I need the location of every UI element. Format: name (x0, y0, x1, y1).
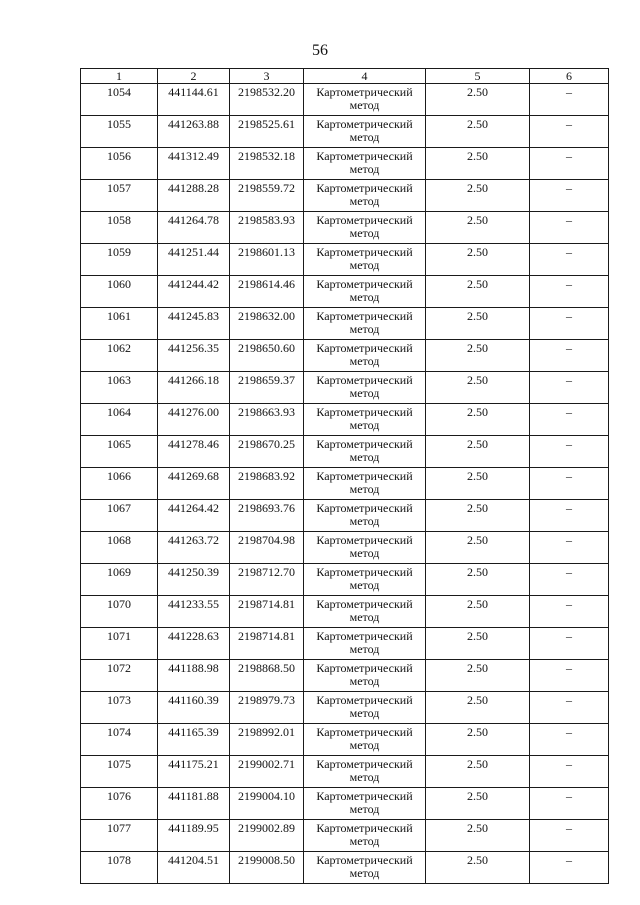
x-coordinate-cell: 441256.35 (158, 340, 230, 372)
note-cell: – (530, 500, 609, 532)
table-row (81, 404, 609, 436)
note-cell: – (530, 756, 609, 788)
x-coordinate-cell: 441181.88 (158, 788, 230, 820)
note-cell: – (530, 276, 609, 308)
point-number-cell: 1066 (81, 468, 158, 500)
table-header (81, 69, 609, 84)
point-number-cell: 1071 (81, 628, 158, 660)
point-number-cell: 1075 (81, 756, 158, 788)
point-number-cell: 1067 (81, 500, 158, 532)
table-row (81, 468, 609, 500)
accuracy-cell: 2.50 (426, 788, 530, 820)
y-coordinate-cell: 2199008.50 (230, 852, 304, 884)
note-cell: – (530, 212, 609, 244)
point-number-cell: 1074 (81, 724, 158, 756)
y-coordinate-cell: 2198979.73 (230, 692, 304, 724)
note-cell: – (530, 404, 609, 436)
column-header: 1 (81, 69, 158, 84)
point-number-cell: 1076 (81, 788, 158, 820)
table-row (81, 436, 609, 468)
point-number-cell: 1059 (81, 244, 158, 276)
note-cell: – (530, 724, 609, 756)
note-cell: – (530, 852, 609, 884)
method-cell: Картометрический метод (304, 276, 426, 308)
point-number-cell: 1058 (81, 212, 158, 244)
table-row (81, 532, 609, 564)
accuracy-cell: 2.50 (426, 468, 530, 500)
accuracy-cell: 2.50 (426, 276, 530, 308)
note-cell: – (530, 596, 609, 628)
note-cell: – (530, 148, 609, 180)
column-header: 3 (230, 69, 304, 84)
point-number-cell: 1065 (81, 436, 158, 468)
x-coordinate-cell: 441269.68 (158, 468, 230, 500)
note-cell: – (530, 532, 609, 564)
accuracy-cell: 2.50 (426, 692, 530, 724)
point-number-cell: 1063 (81, 372, 158, 404)
accuracy-cell: 2.50 (426, 564, 530, 596)
column-header: 4 (304, 69, 426, 84)
accuracy-cell: 2.50 (426, 532, 530, 564)
method-cell: Картометрический метод (304, 756, 426, 788)
y-coordinate-cell: 2199002.89 (230, 820, 304, 852)
y-coordinate-cell: 2198659.37 (230, 372, 304, 404)
point-number-cell: 1064 (81, 404, 158, 436)
table-row (81, 596, 609, 628)
x-coordinate-cell: 441263.88 (158, 116, 230, 148)
y-coordinate-cell: 2198532.18 (230, 148, 304, 180)
x-coordinate-cell: 441266.18 (158, 372, 230, 404)
accuracy-cell: 2.50 (426, 596, 530, 628)
method-cell: Картометрический метод (304, 372, 426, 404)
table-row (81, 500, 609, 532)
y-coordinate-cell: 2198868.50 (230, 660, 304, 692)
method-cell: Картометрический метод (304, 564, 426, 596)
point-number-cell: 1061 (81, 308, 158, 340)
table-row (81, 84, 609, 116)
x-coordinate-cell: 441233.55 (158, 596, 230, 628)
y-coordinate-cell: 2199002.71 (230, 756, 304, 788)
header-row (81, 69, 609, 84)
table-row (81, 212, 609, 244)
note-cell: – (530, 628, 609, 660)
accuracy-cell: 2.50 (426, 212, 530, 244)
table-row (81, 852, 609, 884)
note-cell: – (530, 340, 609, 372)
table-row (81, 660, 609, 692)
x-coordinate-cell: 441250.39 (158, 564, 230, 596)
method-cell: Картометрический метод (304, 596, 426, 628)
note-cell: – (530, 180, 609, 212)
y-coordinate-cell: 2198992.01 (230, 724, 304, 756)
accuracy-cell: 2.50 (426, 308, 530, 340)
table-body (81, 84, 609, 884)
y-coordinate-cell: 2198714.81 (230, 596, 304, 628)
table-row (81, 756, 609, 788)
accuracy-cell: 2.50 (426, 500, 530, 532)
method-cell: Картометрический метод (304, 308, 426, 340)
table-row (81, 244, 609, 276)
page-number: 56 (312, 42, 328, 59)
x-coordinate-cell: 441244.42 (158, 276, 230, 308)
table-row (81, 628, 609, 660)
note-cell: – (530, 564, 609, 596)
table-row (81, 564, 609, 596)
x-coordinate-cell: 441175.21 (158, 756, 230, 788)
x-coordinate-cell: 441245.83 (158, 308, 230, 340)
accuracy-cell: 2.50 (426, 724, 530, 756)
table-row (81, 788, 609, 820)
table-row (81, 180, 609, 212)
method-cell: Картометрический метод (304, 724, 426, 756)
x-coordinate-cell: 441288.28 (158, 180, 230, 212)
method-cell: Картометрический метод (304, 340, 426, 372)
note-cell: – (530, 372, 609, 404)
y-coordinate-cell: 2198693.76 (230, 500, 304, 532)
method-cell: Картометрический метод (304, 532, 426, 564)
accuracy-cell: 2.50 (426, 756, 530, 788)
method-cell: Картометрический метод (304, 468, 426, 500)
column-header: 5 (426, 69, 530, 84)
x-coordinate-cell: 441189.95 (158, 820, 230, 852)
table-row (81, 820, 609, 852)
table-row (81, 308, 609, 340)
y-coordinate-cell: 2198525.61 (230, 116, 304, 148)
table-row (81, 372, 609, 404)
table-row (81, 340, 609, 372)
y-coordinate-cell: 2198583.93 (230, 212, 304, 244)
method-cell: Картометрический метод (304, 436, 426, 468)
point-number-cell: 1072 (81, 660, 158, 692)
note-cell: – (530, 308, 609, 340)
point-number-cell: 1057 (81, 180, 158, 212)
note-cell: – (530, 436, 609, 468)
accuracy-cell: 2.50 (426, 84, 530, 116)
accuracy-cell: 2.50 (426, 660, 530, 692)
y-coordinate-cell: 2199004.10 (230, 788, 304, 820)
y-coordinate-cell: 2198632.00 (230, 308, 304, 340)
accuracy-cell: 2.50 (426, 628, 530, 660)
point-number-cell: 1060 (81, 276, 158, 308)
note-cell: – (530, 820, 609, 852)
table-row (81, 692, 609, 724)
method-cell: Картометрический метод (304, 116, 426, 148)
method-cell: Картометрический метод (304, 692, 426, 724)
method-cell: Картометрический метод (304, 212, 426, 244)
y-coordinate-cell: 2198559.72 (230, 180, 304, 212)
x-coordinate-cell: 441165.39 (158, 724, 230, 756)
column-header: 6 (530, 69, 609, 84)
column-header: 2 (158, 69, 230, 84)
x-coordinate-cell: 441144.61 (158, 84, 230, 116)
y-coordinate-cell: 2198650.60 (230, 340, 304, 372)
note-cell: – (530, 660, 609, 692)
x-coordinate-cell: 441278.46 (158, 436, 230, 468)
table-row (81, 276, 609, 308)
point-number-cell: 1077 (81, 820, 158, 852)
x-coordinate-cell: 441276.00 (158, 404, 230, 436)
method-cell: Картометрический метод (304, 820, 426, 852)
method-cell: Картометрический метод (304, 788, 426, 820)
point-number-cell: 1068 (81, 532, 158, 564)
accuracy-cell: 2.50 (426, 852, 530, 884)
method-cell: Картометрический метод (304, 628, 426, 660)
note-cell: – (530, 244, 609, 276)
method-cell: Картометрический метод (304, 660, 426, 692)
point-number-cell: 1078 (81, 852, 158, 884)
x-coordinate-cell: 441251.44 (158, 244, 230, 276)
accuracy-cell: 2.50 (426, 820, 530, 852)
method-cell: Картометрический метод (304, 404, 426, 436)
point-number-cell: 1056 (81, 148, 158, 180)
y-coordinate-cell: 2198704.98 (230, 532, 304, 564)
x-coordinate-cell: 441312.49 (158, 148, 230, 180)
point-number-cell: 1073 (81, 692, 158, 724)
method-cell: Картометрический метод (304, 180, 426, 212)
x-coordinate-cell: 441160.39 (158, 692, 230, 724)
table-row (81, 724, 609, 756)
y-coordinate-cell: 2198532.20 (230, 84, 304, 116)
y-coordinate-cell: 2198683.92 (230, 468, 304, 500)
note-cell: – (530, 116, 609, 148)
x-coordinate-cell: 441264.78 (158, 212, 230, 244)
accuracy-cell: 2.50 (426, 116, 530, 148)
note-cell: – (530, 692, 609, 724)
point-number-cell: 1070 (81, 596, 158, 628)
method-cell: Картометрический метод (304, 852, 426, 884)
accuracy-cell: 2.50 (426, 436, 530, 468)
x-coordinate-cell: 441264.42 (158, 500, 230, 532)
accuracy-cell: 2.50 (426, 180, 530, 212)
accuracy-cell: 2.50 (426, 244, 530, 276)
y-coordinate-cell: 2198601.13 (230, 244, 304, 276)
y-coordinate-cell: 2198663.93 (230, 404, 304, 436)
table-row (81, 148, 609, 180)
accuracy-cell: 2.50 (426, 404, 530, 436)
x-coordinate-cell: 441228.63 (158, 628, 230, 660)
accuracy-cell: 2.50 (426, 148, 530, 180)
y-coordinate-cell: 2198670.25 (230, 436, 304, 468)
x-coordinate-cell: 441188.98 (158, 660, 230, 692)
point-number-cell: 1062 (81, 340, 158, 372)
accuracy-cell: 2.50 (426, 340, 530, 372)
x-coordinate-cell: 441263.72 (158, 532, 230, 564)
point-number-cell: 1054 (81, 84, 158, 116)
accuracy-cell: 2.50 (426, 372, 530, 404)
coordinates-table (80, 68, 609, 884)
y-coordinate-cell: 2198714.81 (230, 628, 304, 660)
note-cell: – (530, 84, 609, 116)
point-number-cell: 1055 (81, 116, 158, 148)
method-cell: Картометрический метод (304, 244, 426, 276)
y-coordinate-cell: 2198614.46 (230, 276, 304, 308)
point-number-cell: 1069 (81, 564, 158, 596)
note-cell: – (530, 468, 609, 500)
y-coordinate-cell: 2198712.70 (230, 564, 304, 596)
method-cell: Картометрический метод (304, 500, 426, 532)
x-coordinate-cell: 441204.51 (158, 852, 230, 884)
method-cell: Картометрический метод (304, 84, 426, 116)
note-cell: – (530, 788, 609, 820)
method-cell: Картометрический метод (304, 148, 426, 180)
table-row (81, 116, 609, 148)
